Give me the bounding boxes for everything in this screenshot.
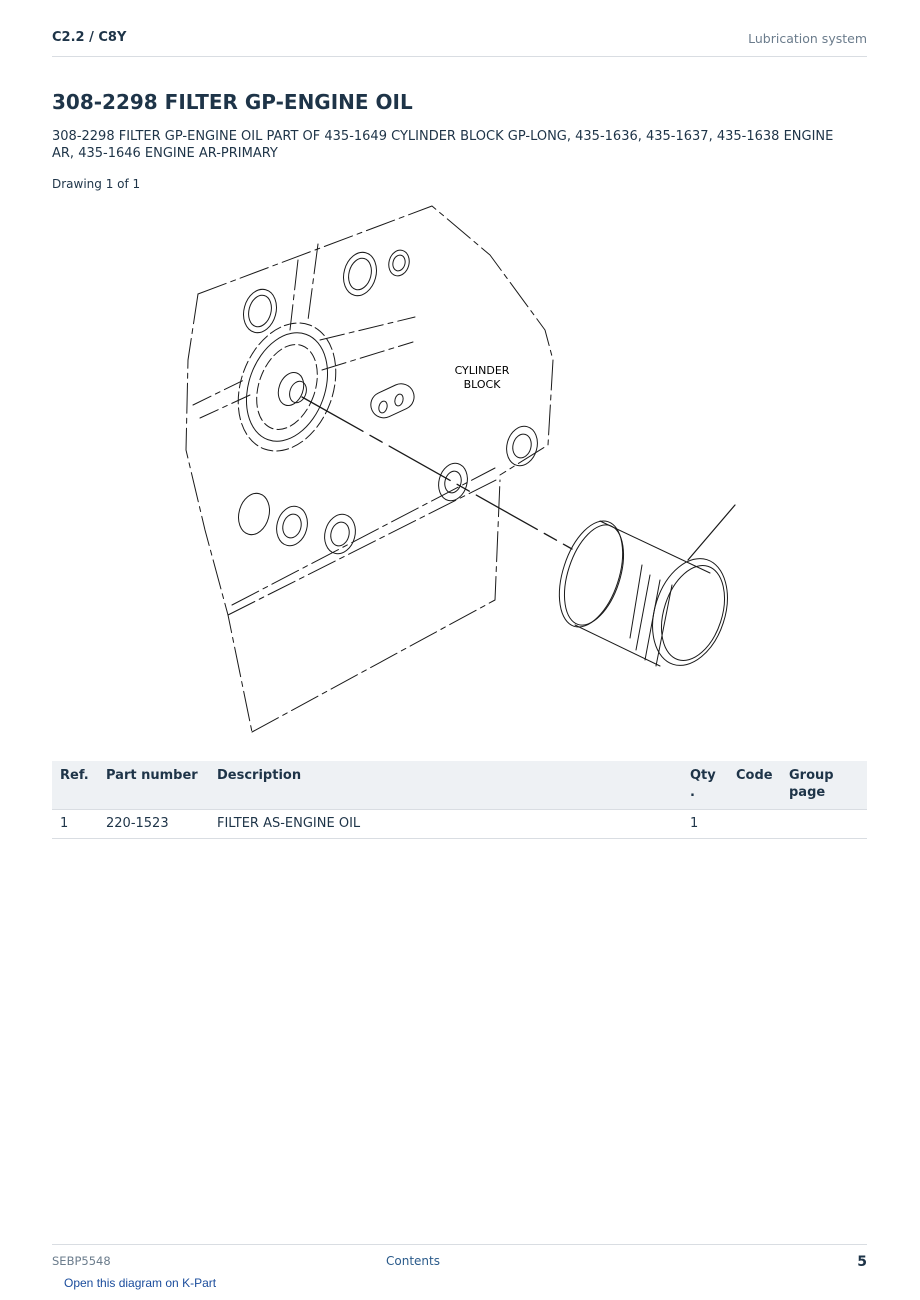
- section-title: Lubrication system: [748, 31, 867, 46]
- page-number: 5: [857, 1254, 867, 1270]
- contents-link[interactable]: Contents: [386, 1254, 440, 1268]
- cylinder-block-drawing: [186, 206, 553, 732]
- cylinder-block-label-line2: BLOCK: [463, 378, 501, 391]
- drawing-count: Drawing 1 of 1: [52, 177, 141, 191]
- cell-qty: 1: [682, 810, 728, 839]
- cell-part-number[interactable]: 220-1523: [98, 810, 209, 839]
- document-id: SEBP5548: [52, 1254, 111, 1268]
- column-header-part-number: Part number: [98, 761, 209, 810]
- parts-diagram: [170, 195, 750, 740]
- parts-table: [52, 761, 867, 839]
- cell-group-page: [781, 810, 867, 839]
- cell-description: FILTER AS-ENGINE OIL: [209, 810, 682, 839]
- open-kpart-link[interactable]: Open this diagram on K-Part: [64, 1276, 217, 1290]
- column-header-ref: Ref.: [52, 761, 98, 810]
- page-header: [52, 28, 867, 57]
- column-header-qty: Qty .: [682, 761, 728, 810]
- column-header-description: Description: [209, 761, 682, 810]
- model-title: C2.2 / C8Y: [52, 30, 127, 45]
- column-header-code: Code: [728, 761, 781, 810]
- table-header-row: [52, 761, 867, 810]
- page-subtitle: 308-2298 FILTER GP-ENGINE OIL PART OF 435-1649 CYLINDER BLOCK GP-LONG, 435-1636, 435-1637, 435-1638 ENGINE AR, 435-1646 ENGINE AR-PRIMARY: [52, 129, 834, 161]
- cell-code: [728, 810, 781, 839]
- page-title: 308-2298 FILTER GP-ENGINE OIL: [52, 90, 413, 114]
- cylinder-block-label-line1: CYLINDER: [454, 364, 510, 377]
- column-header-group-page: Group page: [781, 761, 867, 810]
- cell-ref: 1: [52, 810, 98, 839]
- table-row: [52, 810, 867, 839]
- oil-filter-drawing: [547, 505, 740, 675]
